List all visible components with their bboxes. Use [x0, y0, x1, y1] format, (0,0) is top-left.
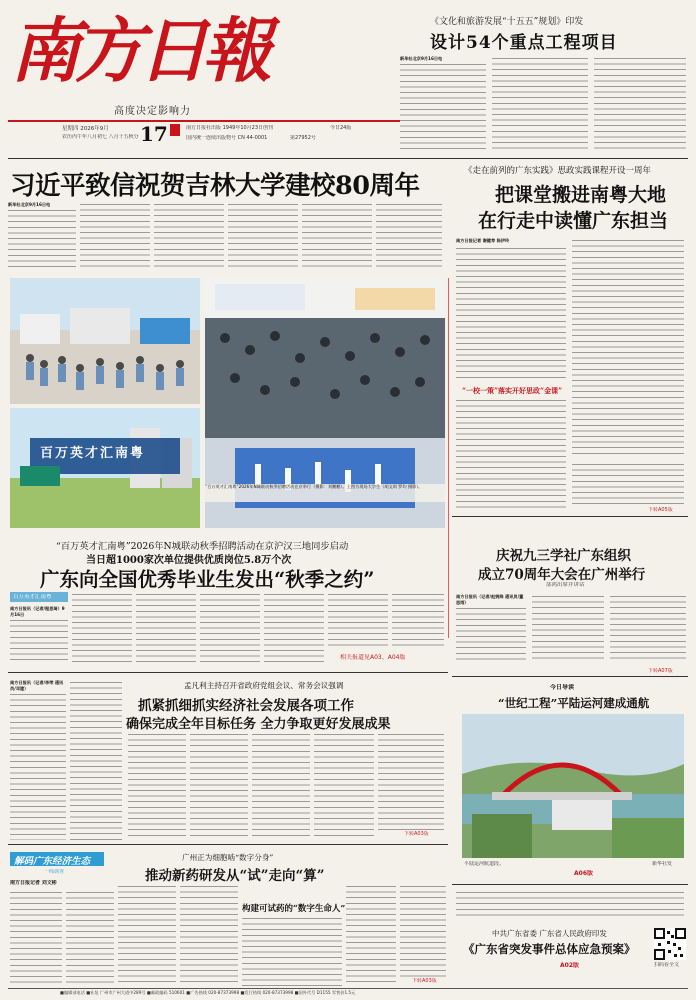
right-mid-headline-2: 成立70周年大会在广州举行 — [478, 567, 646, 583]
middle-kicker: 孟凡利主持召开省政府党组会议、常务会议强调 — [184, 681, 344, 690]
middle-dateline: 南方日报讯（记者/李荣 通讯员/邓建） — [10, 680, 64, 691]
right-top-body — [572, 238, 684, 458]
middle-body — [314, 732, 374, 836]
feature-body — [328, 592, 388, 648]
bottom-body — [66, 890, 114, 986]
masthead-logo-mark — [170, 124, 180, 136]
feature-body — [136, 592, 196, 664]
lead-body — [376, 202, 442, 268]
feature-related-link[interactable]: 相关报道见A03、A04版 — [340, 654, 406, 661]
right-mid-body — [456, 606, 526, 660]
feature-dateline: 南方日报讯（记者/程思琦）9月16日 — [10, 606, 65, 617]
bottom-byline: 南方日报记者 刘文彬 — [10, 880, 57, 886]
bottom-body — [10, 890, 62, 986]
right-top-subhead: “一校一策”落实开好思政“金课” — [462, 386, 563, 395]
bottom-body — [180, 884, 238, 986]
masthead-pages: 今日24版 — [330, 125, 352, 131]
feature-body — [264, 592, 324, 664]
masthead-cn: 国内统一连续出版物号 CN 44-0001 — [186, 135, 268, 141]
bottom-right-kicker: 中共广东省委 广东省人民政府印发 — [492, 929, 607, 938]
feature-body — [200, 592, 260, 664]
bottom-right-page-link[interactable]: A02版 — [560, 962, 579, 969]
right-mid-subhead: 郜鸿出席并讲话 — [546, 582, 585, 588]
right-mid-dateline: 南方日报讯（记者/赵婉珠 通讯员/董思雨） — [456, 594, 524, 605]
qr-code-icon[interactable] — [654, 928, 686, 960]
lead-body — [154, 202, 224, 268]
job-fair-photo — [10, 278, 200, 404]
feature-badge-label: 百万英才汇南粤 — [13, 594, 52, 600]
middle-body — [128, 732, 186, 836]
right-mid-continue[interactable]: 下转A07版 — [648, 668, 673, 674]
bottom-body — [346, 884, 396, 986]
lead-dateline: 新华社北京9月16日电 — [8, 202, 51, 207]
masthead-lunar: 农历丙午年八月初七 八月十五秋分 — [62, 134, 139, 140]
guide-label: 今日导读 — [550, 684, 575, 691]
top-right-body — [594, 56, 686, 150]
feature-badge — [10, 592, 68, 602]
right-top-headline-1: 把课堂搬进南粤大地 — [495, 184, 667, 206]
guide-caption: 平陆运河航道段。 — [464, 861, 505, 867]
photo-caption: “百万英才汇南粤”2026年N城联动秋季招聘活动在京举行（摄影：刘鹏鹏）。上图为现场大学生（胡文琪 罗均 摄影）。 — [205, 484, 445, 502]
top-right-story — [400, 14, 690, 154]
lead-body — [228, 202, 298, 268]
bottom-headline: 推动新药研发从“试”走向“算” — [145, 868, 325, 884]
job-fair-crowd-photo — [205, 278, 445, 528]
masthead-slogan: 高度决定影响力 — [114, 106, 191, 117]
lead-body — [8, 208, 76, 268]
right-top-continue[interactable]: 下转A05版 — [648, 507, 673, 513]
lead-body — [80, 202, 150, 268]
bottom-badge-sub: 一线调查 — [44, 869, 65, 875]
bottom-body — [400, 884, 446, 978]
middle-body — [70, 680, 122, 840]
top-right-body — [492, 56, 588, 150]
top-right-kicker: 《文化和旅游发展“十五五”规划》印发 — [430, 17, 584, 27]
right-top-headline-2: 在行走中读懂广东担当 — [478, 210, 669, 232]
feature-subhead: 当日超1000家次单位提供优质岗位5.8万个次 — [86, 555, 292, 566]
right-top-kicker: 《走在前列的广东实践》思政实践课程开设一周年 — [464, 166, 652, 176]
feature-body — [72, 592, 132, 664]
masthead-title: 南方日報 — [10, 9, 266, 92]
feature-body — [10, 618, 68, 664]
right-top-body — [456, 398, 566, 508]
right-mid-body — [610, 594, 686, 660]
bottom-continue[interactable]: 下转A03版 — [412, 978, 437, 984]
bottom-badge — [10, 852, 104, 866]
guide-credit: 新华社发 — [652, 861, 673, 867]
bottom-body — [242, 916, 342, 986]
top-right-body — [400, 62, 486, 150]
footer-info: ■编辑部电话 ■社址 广州市广州大道中289号 ■邮政编码 510601 ■广告热线 020-87373998 ■发行热线 020-87373998 ■国外代号 D1155 零售价1.5元 — [60, 990, 356, 995]
middle-headline-1: 抓紧抓细抓实经济社会发展各项工作 — [138, 698, 354, 714]
feature-headline: 广东向全国优秀毕业生发出“秋季之约” — [40, 568, 375, 591]
job-fair-sign: 百万英才汇南粤 — [40, 446, 146, 461]
bottom-body — [118, 884, 176, 986]
masthead-date: 星期四 2026年9月 — [62, 126, 109, 132]
top-right-dateline: 新华社北京9月16日电 — [400, 56, 443, 61]
right-mid-headline-1: 庆祝九三学社广东组织 — [496, 548, 631, 564]
job-fair-photo-2 — [10, 408, 200, 528]
right-top-body — [572, 462, 684, 506]
top-right-headline: 设计54个重点工程项目 — [430, 33, 618, 53]
bottom-right-headline: 《广东省突发事件总体应急预案》 — [463, 942, 636, 956]
bottom-side-headline: 构建可试药的“数字生命人” — [242, 904, 346, 914]
feature-body — [392, 592, 444, 648]
lead-body — [302, 202, 372, 268]
bottom-right-body — [456, 890, 684, 918]
masthead-issue: 第27952号 — [290, 135, 316, 141]
feature-kicker: “百万英才汇南粤”2026年N城联动秋季招聘活动在京沪汉三地同步启动 — [56, 541, 349, 552]
masthead-publisher: 南方日报社出版 1949年10月23日创刊 — [186, 125, 274, 131]
right-top-body — [456, 246, 566, 380]
middle-body — [190, 732, 248, 836]
masthead-day: 17 — [140, 122, 168, 146]
bottom-badge-title: 解码广东经济生态 — [14, 856, 91, 867]
middle-headline-2: 确保完成全年目标任务 全力争取更好发展成果 — [126, 717, 391, 732]
middle-continue[interactable]: 下转A03版 — [404, 831, 429, 837]
canal-photo — [462, 714, 684, 858]
middle-body — [378, 732, 444, 830]
middle-body — [10, 692, 66, 840]
lead-headline: 习近平致信祝贺吉林大学建校80周年 — [10, 171, 420, 201]
qr-label: 扫码看全文 — [654, 962, 680, 968]
right-mid-body — [532, 594, 604, 660]
right-top-byline: 南方日报记者 谢健寿 陈伊玲 — [456, 238, 510, 243]
bottom-kicker: 广州正为细胞啮“数字分身” — [182, 853, 274, 862]
guide-headline: “世纪工程”平陆运河建成通航 — [498, 696, 650, 710]
middle-body — [252, 732, 310, 836]
guide-page-link[interactable]: A06版 — [574, 870, 593, 877]
